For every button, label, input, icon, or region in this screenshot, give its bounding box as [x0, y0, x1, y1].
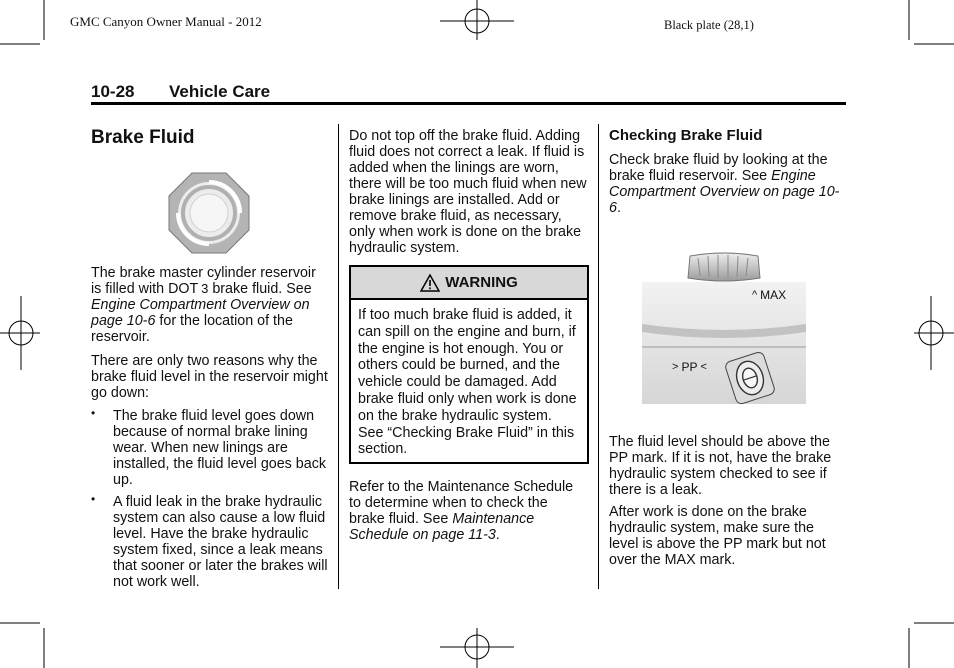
max-caret-icon: ^	[752, 289, 758, 301]
engine-compartment-link[interactable]: Engine Compartment Overview on page 10-6	[91, 297, 310, 329]
column-divider-2	[598, 124, 599, 589]
max-label: MAX	[760, 288, 787, 302]
section-title: Vehicle Care	[169, 82, 271, 101]
fluid-level-paragraph: The fluid level should be above the PP mark. If it is not, have the brake hydraulic system checked to see if there is a leak.	[609, 434, 832, 498]
brake-fluid-cap-icon	[168, 172, 250, 254]
bullet-marker-1: •	[91, 406, 96, 420]
warning-box	[349, 265, 589, 464]
warning-header	[351, 267, 587, 300]
checking-paragraph	[609, 152, 845, 216]
after-work-paragraph: After work is done on the brake hydraulic system, make sure the level is above the PP mark but not over the MAX mark.	[609, 504, 826, 568]
maintenance-schedule-link[interactable]: Maintenance Schedule on page 11-3	[349, 511, 535, 543]
pp-right-caret-icon: <	[700, 361, 707, 373]
section-number: 10-28	[91, 82, 135, 101]
plate-label: Black plate (28,1)	[664, 18, 754, 32]
page-heading: Brake Fluid	[91, 127, 195, 148]
warning-triangle-icon	[420, 274, 440, 292]
warning-title: WARNING	[445, 274, 518, 291]
top-off-paragraph: Do not top off the brake fluid. Adding fluid does not correct a leak. If fluid is added when the linings are worn, there will be too much fluid when new brake linings are installed. Add or remove brake fluid, as necessary, only when work is done on the brake hydraulic system.	[349, 128, 587, 256]
manual-title: GMC Canyon Owner Manual - 2012	[70, 14, 262, 29]
maintenance-paragraph	[349, 479, 587, 543]
header-rule	[91, 102, 846, 105]
reservoir-illustration	[642, 252, 806, 404]
intro-text-c: brake fluid. See	[212, 281, 312, 297]
pp-label: PP	[681, 360, 698, 374]
reservoir-figure	[642, 252, 806, 404]
intro-text-a: The brake master cylinder reservoir is filled with DOT	[91, 265, 316, 297]
warning-body: If too much brake fluid is added, it can spill on the engine and burn, if the engine is hot enough. You or others could be burned, and the vehicle could be damaged. Add brake fluid only when work is done on the brake hydraulic system. See “Checking Brake Fluid” in this section.	[358, 307, 577, 458]
checking-text-b: .	[616, 200, 621, 216]
intro-text-d: for the location of the reservoir.	[91, 313, 293, 345]
maintenance-text-a: Refer to the Maintenance Schedule to determine when to check the brake fluid. See	[349, 479, 574, 527]
checking-heading: Checking Brake Fluid	[609, 127, 763, 144]
pp-mark	[672, 360, 707, 374]
bullet-item-1: The brake fluid level goes down because of normal brake lining wear. When new linings are installed, the fluid level goes back up.	[113, 408, 326, 488]
max-mark	[752, 288, 786, 302]
reasons-paragraph: There are only two reasons why the brake fluid level in the reservoir might go down:	[91, 353, 328, 401]
column-divider-1	[338, 124, 339, 589]
bullet-marker-2: •	[91, 492, 96, 506]
maintenance-text-b: .	[495, 527, 500, 543]
intro-paragraph	[91, 265, 329, 345]
pp-left-caret-icon: >	[672, 361, 679, 373]
checking-engine-link[interactable]: Engine Compartment Overview on page 10-6	[609, 168, 840, 216]
checking-text-a: Check brake fluid by looking at the brake fluid reservoir. See	[609, 152, 828, 184]
bullet-item-2: A fluid leak in the brake hydraulic system can also cause a low fluid level. Have the brake hydraulic system fixed, since a leak means that sooner or later the brakes will not work well.	[113, 494, 328, 590]
dot-grade: 3	[201, 281, 209, 296]
